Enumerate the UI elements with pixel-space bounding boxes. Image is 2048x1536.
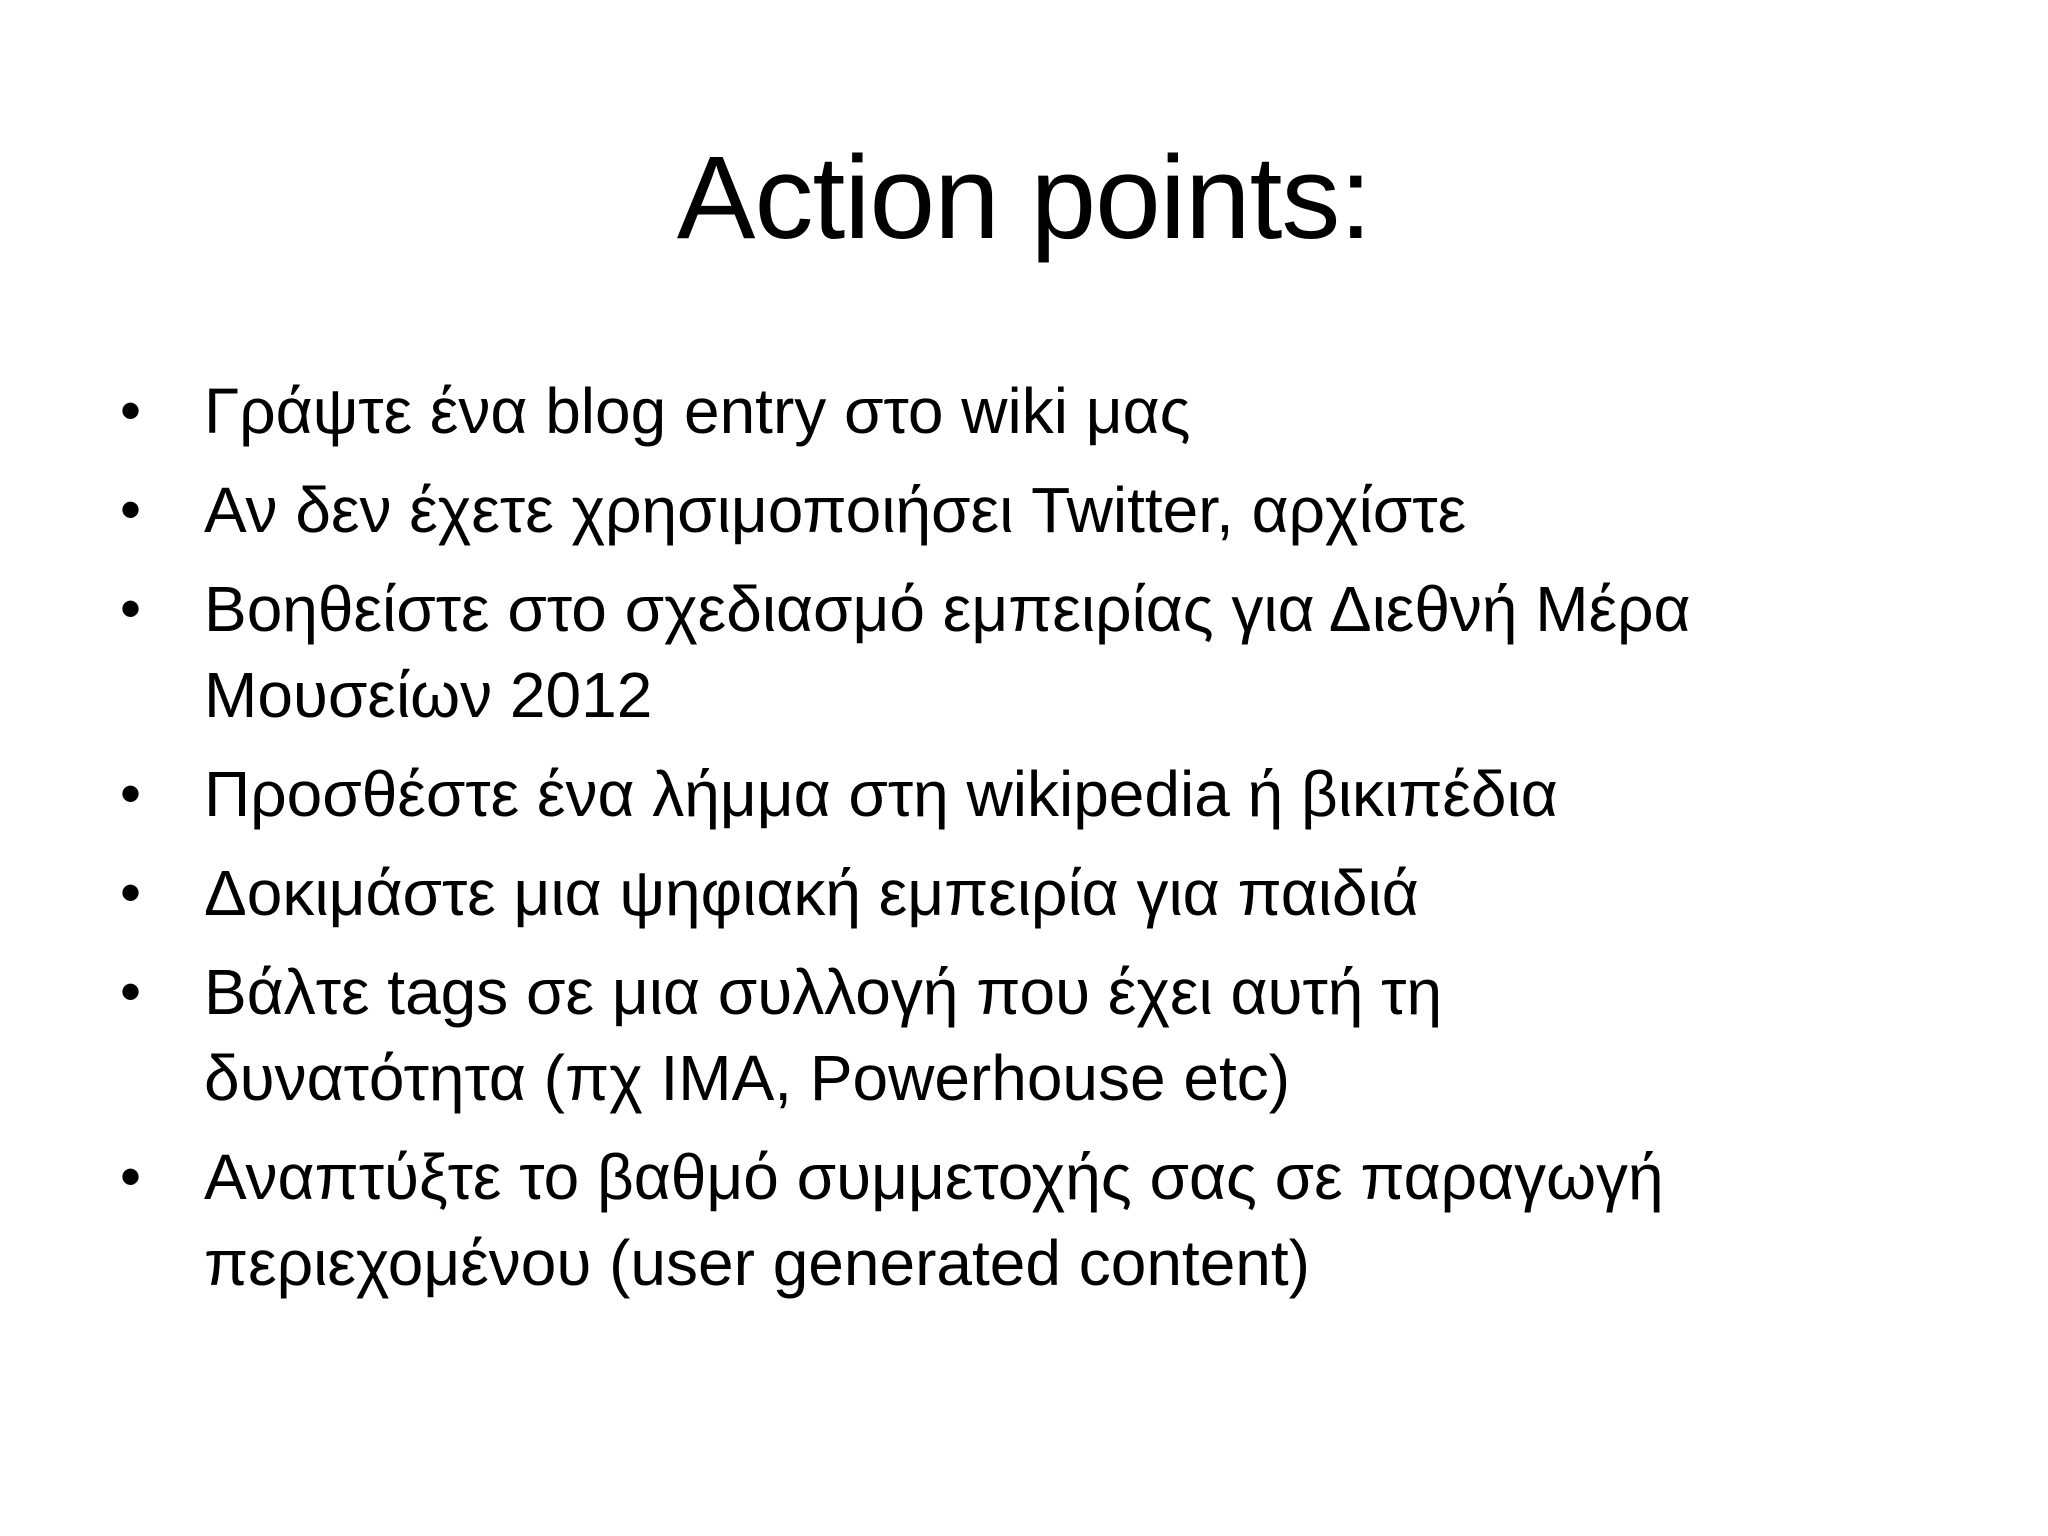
bullet-item bbox=[112, 751, 1972, 837]
bullet-text: Αναπτύξτε το βαθμό συμμετοχής σας σε παραγωγή bbox=[204, 1141, 1664, 1213]
bullet-item bbox=[112, 566, 1972, 738]
bullet-icon: • bbox=[120, 575, 142, 642]
bullet-text: Δοκιμάστε μια ψηφιακή εμπειρία για παιδιά bbox=[204, 857, 1419, 929]
bullet-text-continued: περιεχομένου (user generated content) bbox=[204, 1227, 1310, 1299]
bullet-item bbox=[112, 850, 1972, 936]
bullet-item bbox=[112, 949, 1972, 1121]
bullet-icon: • bbox=[120, 1143, 142, 1210]
bullet-icon: • bbox=[120, 476, 142, 543]
bullet-text: Γράψτε ένα blog entry στο wiki μας bbox=[204, 375, 1191, 447]
bullet-icon: • bbox=[120, 958, 142, 1025]
bullet-icon: • bbox=[120, 377, 142, 444]
bullet-icon: • bbox=[120, 859, 142, 926]
bullet-text-continued: Μουσείων 2012 bbox=[204, 659, 653, 731]
bullet-text: Αν δεν έχετε χρησιμοποιήσει Twitter, αρχίστε bbox=[204, 474, 1467, 546]
bullet-icon: • bbox=[120, 760, 142, 827]
bullet-text: Βοηθείστε στο σχεδιασμό εμπειρίας για Διεθνή Μέρα bbox=[204, 573, 1691, 645]
bullet-text: Βάλτε tags σε μια συλλογή που έχει αυτή τη bbox=[204, 956, 1443, 1028]
bullet-item bbox=[112, 1134, 1972, 1306]
bullet-text: Προσθέστε ένα λήμμα στη wikipedia ή βικιπέδια bbox=[204, 758, 1558, 830]
bullet-item bbox=[112, 467, 1972, 553]
bullet-text-continued: δυνατότητα (πχ IMA, Powerhouse etc) bbox=[204, 1042, 1291, 1114]
bullet-item bbox=[112, 368, 1972, 454]
slide-title: Action points: bbox=[676, 132, 1372, 264]
bullet-list bbox=[112, 368, 1972, 1319]
